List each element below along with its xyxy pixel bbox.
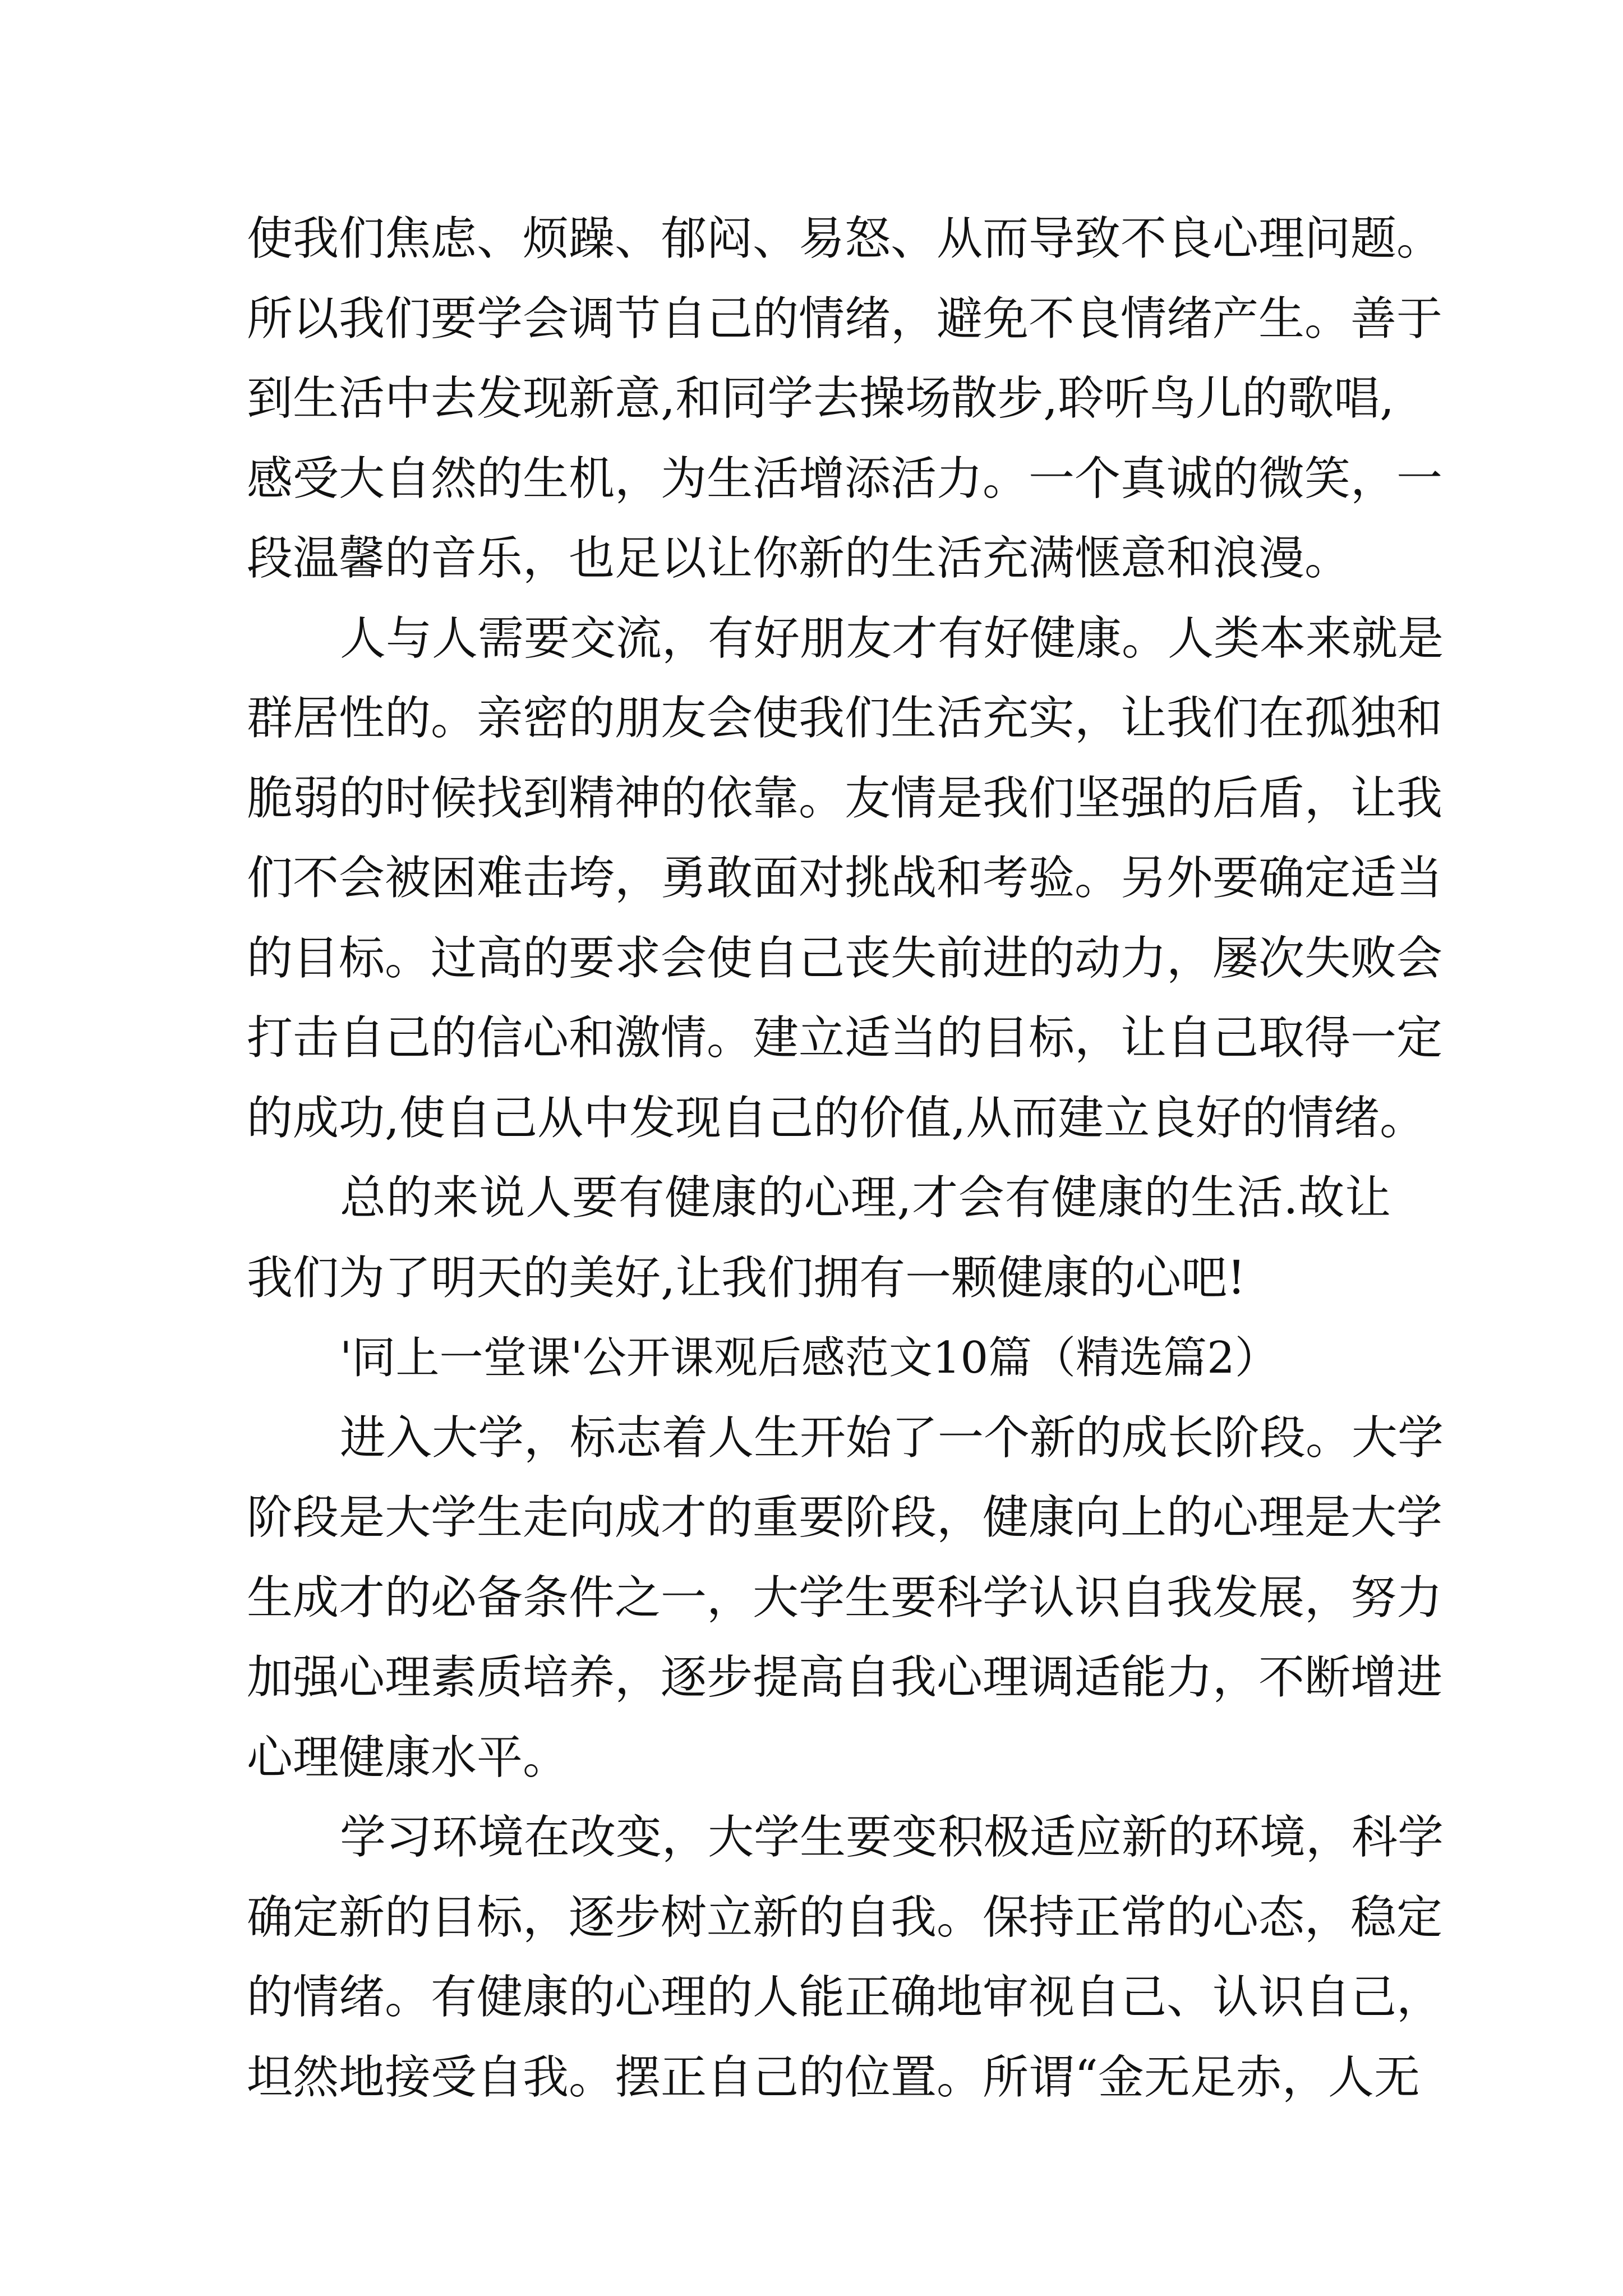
paragraph-start-line: 总的来说人要有健康的心理,才会有健康的生活.故让 [340,1171,1391,1225]
text-line: 加强心理素质培养，逐步提高自我心理调适能力，不断增进 [247,1651,1443,1704]
text-line: 到生活中去发现新意,和同学去操场散步,聆听鸟儿的歌唱, [247,372,1395,425]
text-line: 的情绪。有健康的心理的人能正确地审视自己、认识自己， [247,1971,1443,2024]
text-line: 脆弱的时候找到精神的依靠。友情是我们坚强的后盾，让我 [247,771,1443,825]
text-line: 坦然地接受自我。摆正自己的位置。所谓“金无足赤，人无 [247,2050,1420,2104]
text-line: 打击自己的信心和激情。建立适当的目标，让自己取得一定 [247,1011,1443,1065]
text-line: 段温馨的音乐，也足以让你新的生活充满惬意和浪漫。 [247,532,1351,585]
text-line: 心理健康水平。 [247,1731,569,1784]
document-body [247,199,1444,2118]
text-line: 确定新的目标，逐步树立新的自我。保持正常的心态，稳定 [247,1890,1443,1944]
paragraph-start-line: 进入大学，标志着人生开始了一个新的成长阶段。大学 [340,1411,1444,1465]
text-line: 的成功,使自己从中发现自己的价值,从而建立良好的情绪。 [247,1091,1426,1145]
text-line: 感受大自然的生机，为生活增添活力。一个真诚的微笑，一 [247,452,1443,505]
text-line: 们不会被困难击垮，勇敢面对挑战和考验。另外要确定适当 [247,852,1443,905]
text-line: 生成才的必备条件之一，大学生要科学认识自我发展，努力 [247,1571,1443,1625]
text-line: 群居性的。亲密的朋友会使我们生活充实，让我们在孤独和 [247,692,1443,745]
paragraph-start-line: 人与人需要交流，有好朋友才有好健康。人类本来就是 [340,611,1444,665]
paragraph-start-line: 学习环境在改变，大学生要变积极适应新的环境，科学 [340,1811,1444,1864]
text-line: 使我们焦虑、烦躁、郁闷、易怒、从而导致不良心理问题。 [247,212,1443,265]
text-line: 所以我们要学会调节自己的情绪，避免不良情绪产生。善于 [247,292,1443,346]
text-line: 的目标。过高的要求会使自己丧失前进的动力，屡次失败会 [247,931,1443,985]
text-line: 阶段是大学生走向成才的重要阶段，健康向上的心理是大学 [247,1491,1443,1544]
text-line: 我们为了明天的美好,让我们拥有一颗健康的心吧! [247,1251,1246,1305]
section-heading: '同上一堂课'公开课观后感范文10篇（精选篇2） [340,1333,1279,1383]
